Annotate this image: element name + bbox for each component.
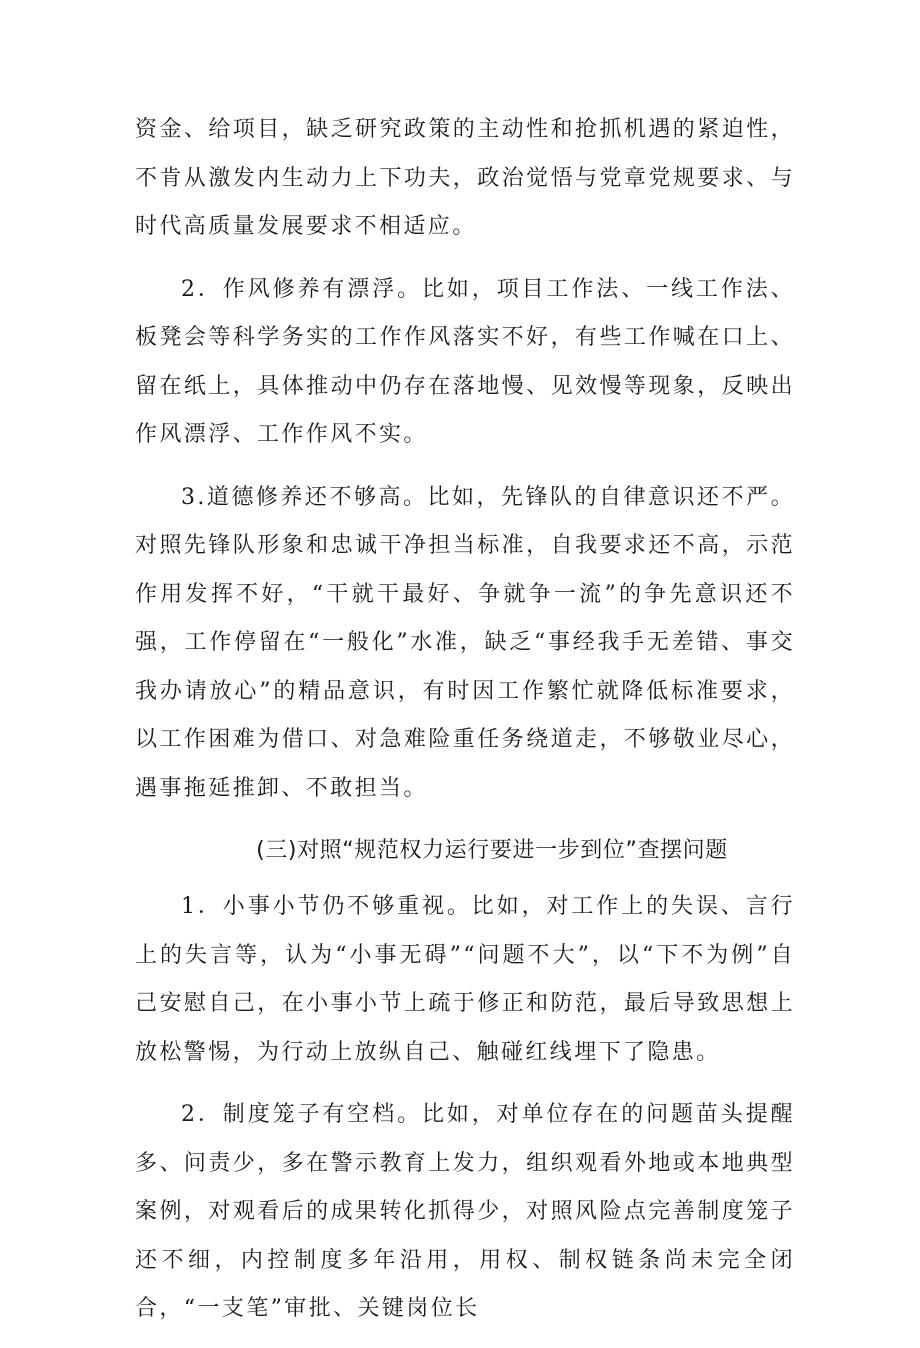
document-body xyxy=(135,106,795,1348)
paragraph-item-2-system-gaps: 2．制度笼子有空档。比如，对单位存在的问题苗头提醒多、问责少，多在警示教育上发力，组织观看外地或本地典型案例，对观看后的成果转化抓得少，对照风险点完善制度笼子还不细，内控制度多年沿用，用权、制权链条尚未完全闭合，“一支笔”审批、关键岗位长 xyxy=(135,1102,795,1321)
paragraph-item-1-small-matters: 1．小事小节仍不够重视。比如，对工作上的失误、言行上的失言等，认为“小事无碍”“问题不大”，以“下不为例”自己安慰自己，在小事小节上疏于修正和防范，最后导致思想上放松警惕，为行动上放纵自己、触碰红线埋下了隐患。 xyxy=(135,894,795,1065)
section-heading-3: (三)对照“规范权力运行要进一步到位”查摆问题 xyxy=(256,838,728,863)
paragraph-item-2-work-style: 2．作风修养有漂浮。比如，项目工作法、一线工作法、板凳会等科学务实的工作作风落实不好，有些工作喊在口上、留在纸上，具体推动中仍存在落地慢、见效慢等现象，反映出作风漂浮、工作作风不实。 xyxy=(135,276,795,447)
paragraph-item-3-moral-cultivation: 3.道德修养还不够高。比如，先锋队的自律意识还不严。对照先锋队形象和忠诚干净担当标准，自我要求还不高，示范作用发挥不好，“干就干最好、争就争一流”的争先意识还不强，工作停留在“一般化”水准，缺乏“事经我手无差错、事交我办请放心”的精品意识，有时因工作繁忙就降低标准要求，以工作困难为借口、对急难险重任务绕道走，不够敬业尽心，遇事拖延推卸、不敢担当。 xyxy=(135,484,795,801)
paragraph-continuation: 资金、给项目，缺乏研究政策的主动性和抢抓机遇的紧迫性，不肯从激发内生动力上下功夫，政治觉悟与党章党规要求、与时代高质量发展要求不相适应。 xyxy=(135,117,795,239)
